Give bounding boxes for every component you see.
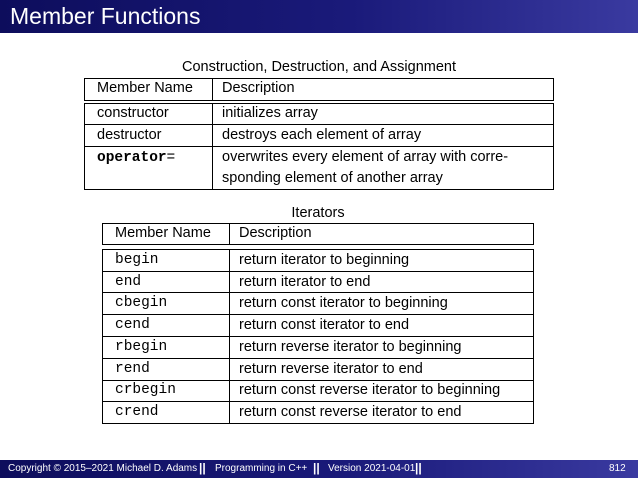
table1-header-desc: Description [222, 80, 295, 96]
table-cell-desc: return const iterator to beginning [239, 295, 448, 311]
table-row: cend [115, 317, 150, 333]
footer-course: Programming in C++ [215, 463, 308, 474]
table-cell-desc: overwrites every element of array with corre- [222, 149, 509, 165]
table-row: crend [115, 404, 159, 420]
table-row: constructor [97, 105, 169, 121]
footer-version: Version 2021-04-01 [328, 463, 416, 474]
slide-title: Member Functions [10, 3, 201, 29]
title-bar [0, 0, 638, 33]
table2-caption: Iterators [291, 205, 345, 221]
table-cell-desc: initializes array [222, 105, 318, 121]
table-cell-desc: return const iterator to end [239, 317, 410, 333]
table-cell-desc: destroys each element of array [222, 127, 422, 143]
table-row: rend [115, 361, 150, 377]
table-row: begin [115, 252, 159, 268]
table-row: crbegin [115, 382, 176, 398]
table-cell-desc-continued: sponding element of another array [222, 170, 443, 186]
table1-caption: Construction, Destruction, and Assignment [181, 59, 457, 75]
footer-separator: || [313, 461, 320, 475]
table-cell-desc: return reverse iterator to end [239, 361, 423, 377]
footer-copyright: Copyright © 2015–2021 Michael D. Adams [8, 463, 198, 474]
table-row: end [115, 274, 142, 290]
table-cell-desc: return const reverse iterator to beginning [239, 382, 501, 398]
table2-header-desc: Description [239, 225, 312, 241]
table-row: cbegin [115, 295, 168, 311]
operator-keyword: operator [97, 150, 167, 166]
footer-separator: || [415, 461, 422, 475]
table-row: destructor [97, 127, 162, 143]
table-cell-desc: return reverse iterator to beginning [239, 339, 462, 355]
table-cell-desc: return iterator to end [239, 274, 371, 290]
table-row: rbegin [115, 339, 168, 355]
footer-bar [0, 460, 638, 478]
table-cell-desc: return const reverse iterator to end [239, 404, 462, 420]
table-row [97, 149, 175, 166]
operator-suffix: = [166, 149, 176, 165]
page-number: 812 [609, 463, 626, 474]
table2-header-name: Member Name [115, 225, 211, 241]
table-cell-desc: return iterator to beginning [239, 252, 410, 268]
table1-header-name: Member Name [97, 80, 193, 96]
footer-separator: || [199, 461, 206, 475]
